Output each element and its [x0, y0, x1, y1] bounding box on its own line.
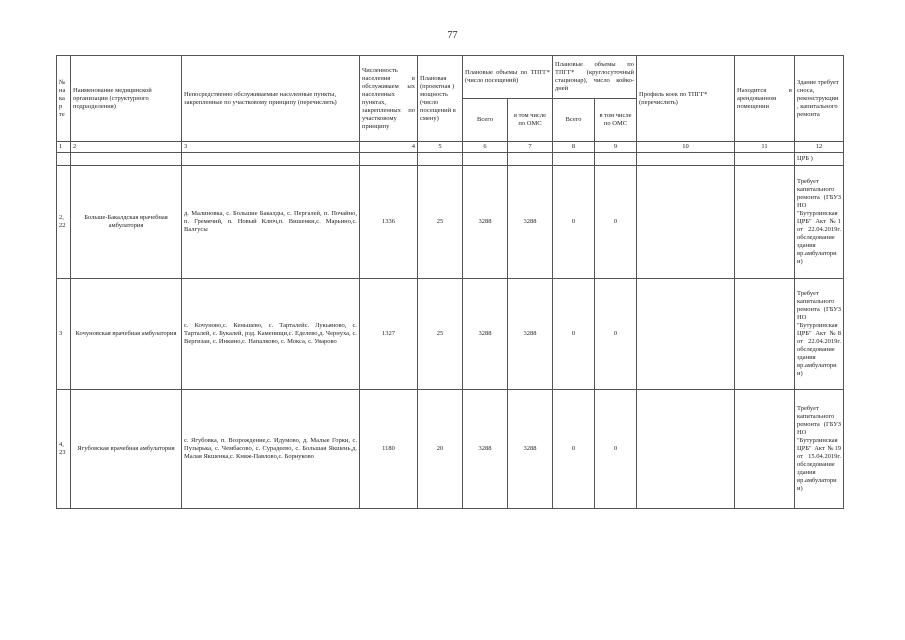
header-served: Непосредственно обслуживаемые населенные пункты, закрепленные по участковому принципу (перечислить)	[182, 56, 360, 142]
header-visits-oms: в том числе по ОМС	[508, 99, 553, 142]
col-number: 4	[360, 142, 418, 153]
table-row	[57, 166, 844, 279]
row-rented	[735, 166, 795, 279]
row-rented	[735, 390, 795, 509]
row-population: 1336	[360, 166, 418, 279]
row-served: с. Ягубовка, п. Возрождение,с. Идумово, д. Малые Горки, с. Пузырька, с. Чембасово, с. Сурадеево, с. Большая Якшень,д. Малая Якшенка,с. Княж-Павлово,с. Борнуково	[182, 390, 360, 509]
row-repair: Требует капитального ремонта (ГБУЗ НО "Бутурлинская ЦРБ" Акт №1 от 22.04.2019г. обследование здания вр.амбулатори и)	[795, 166, 844, 279]
continuation-note: ЦРБ )	[795, 153, 844, 166]
header-beds-oms: в том числе по ОМС	[595, 99, 637, 142]
row-rented	[735, 279, 795, 390]
row-beds-total: 0	[553, 390, 595, 509]
row-visits-oms: 3288	[508, 390, 553, 509]
col-number: 3	[182, 142, 360, 153]
row-visits-total: 3288	[463, 166, 508, 279]
header-capacity: Плановая (проектная ) мощность (число посещений в смену)	[418, 56, 463, 142]
row-visits-oms: 3288	[508, 166, 553, 279]
facilities-table	[56, 55, 844, 509]
page-number: 77	[447, 30, 458, 41]
row-population: 1327	[360, 279, 418, 390]
col-number: 5	[418, 142, 463, 153]
row-served: с. Кочуново,с. Кеньшево, с. Тарталейс. Лукьяново, с. Тарталей, с. Букалей, рзд. Каменищи,с. Еделево,д. Чернуха, с. Вергизаи, с. Инкино,с. Напалково, с. Мокса, с. Уварово	[182, 279, 360, 390]
row-num: 3	[57, 279, 71, 390]
col-number: 11	[735, 142, 795, 153]
row-org: Кочуновская врачебная амбулатория	[71, 279, 182, 390]
header-org: Наименование медицинской организации (структурного подразделения)	[71, 56, 182, 142]
row-beds-total: 0	[553, 166, 595, 279]
row-served: д. Малиновка, с. Большие Бакалды, с. Пергалей, п. Почайно, п. Гремячий, п. Новый Ключ,п. Вишенки,с. Марьино,с. Валгусы	[182, 166, 360, 279]
header-population: Численность населения в обслуживаем ых населенных пунктах, закрепленных по участковому принципу	[360, 56, 418, 142]
row-beds-total: 0	[553, 279, 595, 390]
row-capacity: 20	[418, 390, 463, 509]
col-number: 9	[595, 142, 637, 153]
continuation-row	[57, 153, 844, 166]
row-capacity: 25	[418, 279, 463, 390]
row-profile	[637, 279, 735, 390]
row-num: 4, 23	[57, 390, 71, 509]
header-visits-total: Всего	[463, 99, 508, 142]
col-number: 1	[57, 142, 71, 153]
col-number: 7	[508, 142, 553, 153]
row-visits-total: 3288	[463, 390, 508, 509]
row-org: Ягубовская врачебная амбулатория	[71, 390, 182, 509]
row-population: 1180	[360, 390, 418, 509]
row-beds-oms: 0	[595, 390, 637, 509]
header-row-1	[57, 56, 844, 99]
row-visits-total: 3288	[463, 279, 508, 390]
col-number: 12	[795, 142, 844, 153]
row-beds-oms: 0	[595, 166, 637, 279]
header-visits: Плановые объемы по ТПГГ* (число посещений)	[463, 56, 553, 99]
col-number: 2	[71, 142, 182, 153]
table-row	[57, 390, 844, 509]
header-repair: Здание требует сноса, реконструкции , капитального ремонта	[795, 56, 844, 142]
row-org: Больше-Бакалдская врачебная амбулатория	[71, 166, 182, 279]
row-visits-oms: 3288	[508, 279, 553, 390]
row-profile	[637, 390, 735, 509]
header-beddays: Плановые объемы по ТПГГ* (круглосуточный стационар), число койко-дней	[553, 56, 637, 99]
column-number-row	[57, 142, 844, 153]
col-number: 8	[553, 142, 595, 153]
header-num: № на кар те	[57, 56, 71, 142]
row-capacity: 25	[418, 166, 463, 279]
col-number: 10	[637, 142, 735, 153]
header-beds-total: Всего	[553, 99, 595, 142]
row-beds-oms: 0	[595, 279, 637, 390]
row-profile	[637, 166, 735, 279]
row-num: 2, 22	[57, 166, 71, 279]
row-repair: Требует капитального ремонта (ГБУЗ НО "Бутурлинская ЦРБ" Акт №8 от 22.04.2019г. обследование здания вр.амбулатори и)	[795, 279, 844, 390]
row-repair: Требует капитального ремонта (ГБУЗ НО "Бутурлинская ЦРБ" Акт №19 от 15.04.2019г. обследование здания вр.амбулатори и)	[795, 390, 844, 509]
header-rented: Находится в арендованном помещении	[735, 56, 795, 142]
header-profile: Профиль коек по ТПГГ* (перечислить)	[637, 56, 735, 142]
col-number: 6	[463, 142, 508, 153]
table-row	[57, 279, 844, 390]
